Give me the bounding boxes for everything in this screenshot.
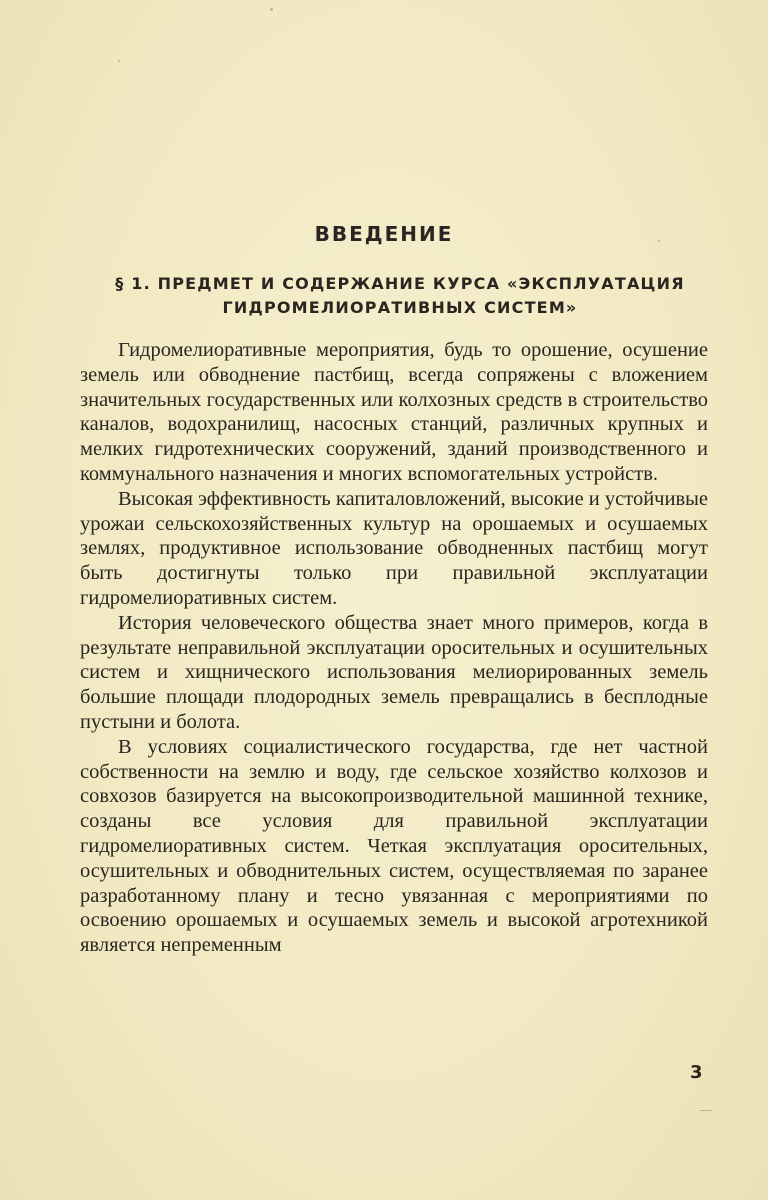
paper-speck [270, 8, 273, 11]
paper-speck [118, 60, 120, 62]
paragraph-4: В условиях социалистического государства, где нет частной собственности на землю и воду, где сельское хозяйство колхозов и совхозов базируется на высокопроизводительной машинной технике, созданы все условия для правильной эксплуатации гидромелиоративных систем. Четкая эксплуатация оросительных, осушительных и обводнительных систем, осуществляемая по заранее разработанному плану и тесно увязанная с мероприятиями по освоению орошаемых и осушаемых земель и высокой агротехникой является непременным [80, 735, 708, 957]
section-title-line-1: § 1. ПРЕДМЕТ И СОДЕРЖАНИЕ КУРСА «ЭКСПЛУАТАЦИЯ [115, 274, 685, 293]
paper-speck [700, 1110, 712, 1111]
body-text [80, 338, 708, 958]
section-title [80, 272, 720, 320]
page-number: 3 [690, 1062, 703, 1083]
chapter-title: ВВЕДЕНИЕ [314, 222, 454, 246]
paragraph-1: Гидромелиоративные мероприятия, будь то орошение, осушение земель или обводнение пастбищ, всегда сопряжены с вложением значительных государственных или колхозных средств в строительство каналов, водохранилищ, насосных станций, различных крупных и мелких гидротехнических сооружений, зданий производственного и коммунального назначения и многих вспомогательных устройств. [80, 339, 708, 485]
paragraph-2: Высокая эффективность капиталовложений, высокие и устойчивые урожаи сельскохозяйственных культур на орошаемых и осушаемых землях, продуктивное использование обводненных пастбищ могут быть достигнуты только при правильной эксплуатации гидромелиоративных систем. [80, 487, 708, 609]
paper-speck [658, 240, 660, 242]
paragraph-3: История человеческого общества знает много примеров, когда в результате неправильной эксплуатации оросительных и осушительных систем и хищнического использования мелиорированных земель большие площади плодородных земель превращались в бесплодные пустыни и болота. [80, 611, 708, 733]
section-title-line-2: ГИДРОМЕЛИОРАТИВНЫХ СИСТЕМ» [222, 298, 578, 317]
